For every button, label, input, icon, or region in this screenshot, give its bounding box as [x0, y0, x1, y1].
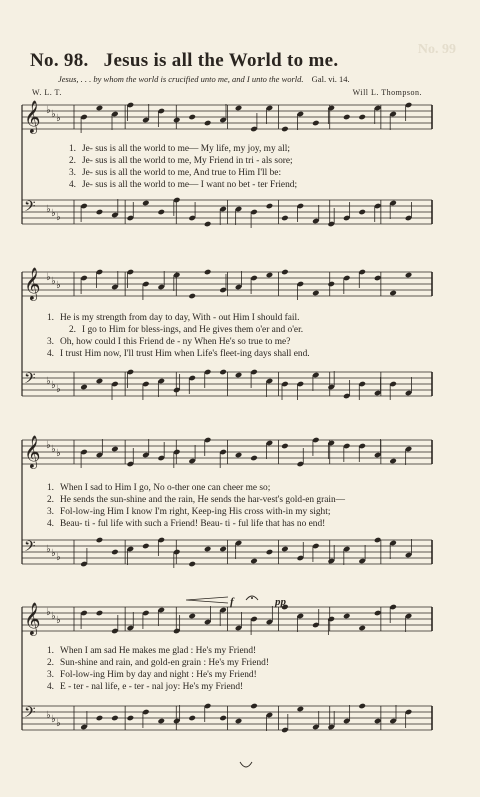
note-head	[188, 613, 196, 620]
flat-icon: ♭	[56, 718, 61, 729]
bass-clef-icon: 𝄢	[24, 370, 36, 391]
fermata-dot	[251, 597, 253, 599]
note-head	[250, 703, 258, 710]
bass-clef-icon: 𝄢	[24, 704, 36, 725]
note-head	[297, 706, 305, 713]
note-head	[312, 120, 320, 127]
verse-number: 3.	[46, 670, 54, 680]
note-head	[343, 114, 351, 121]
flat-icon: ♭	[56, 384, 61, 395]
verse-number: 1.	[46, 313, 54, 323]
note-head	[235, 452, 243, 459]
flat-icon: ♭	[51, 208, 56, 219]
lyric-text: I trust Him now, I'll trust Him when Life's fleet-ing days shall end.	[60, 349, 310, 359]
bass-clef-icon: 𝄢	[24, 198, 36, 219]
note-head	[281, 126, 289, 133]
note-head	[358, 625, 366, 632]
lyric-text: When I sad to Him I go, No o-ther one can cheer me so;	[60, 483, 271, 493]
note-head	[142, 543, 150, 550]
note-head	[250, 455, 258, 462]
verse-number: 4.	[68, 180, 76, 190]
verse-number: 1.	[46, 646, 54, 656]
note-head	[389, 458, 397, 465]
verse-1-system-1	[62, 143, 290, 155]
lyric-text: Je- sus is all the world to me— I want no bet - ter Friend;	[82, 180, 298, 190]
verse-number: 2.	[68, 325, 76, 335]
lyric-text: Oh, how could I this Friend de - ny When He's so true to me?	[60, 337, 291, 347]
flat-icon: ♭	[46, 607, 51, 618]
verse-number: 2.	[68, 156, 76, 166]
note-head	[157, 718, 165, 725]
verse-3-system-2	[40, 336, 290, 348]
note-head	[204, 221, 212, 228]
verse-number: 1.	[46, 483, 54, 493]
note-head	[235, 718, 243, 725]
flat-icon: ♭	[56, 280, 61, 291]
verse-1-system-3	[40, 482, 270, 494]
treble-clef-icon: 𝄞	[24, 602, 41, 635]
note-head	[188, 715, 196, 722]
note-head	[312, 290, 320, 297]
note-head	[96, 105, 104, 112]
flat-icon: ♭	[56, 113, 61, 124]
verse-number: 3.	[68, 168, 76, 178]
note-head	[235, 105, 243, 112]
words-credit: W. L. T.	[32, 88, 62, 97]
note-head	[358, 209, 366, 216]
verse-2-system-3	[40, 494, 345, 506]
flat-icon: ♭	[46, 376, 51, 387]
note-head	[327, 281, 335, 288]
note-head	[235, 372, 243, 379]
bass-clef-icon: 𝄢	[24, 538, 36, 559]
verse-3-system-1	[62, 167, 281, 179]
verse-4-system-1	[62, 179, 297, 191]
verse-2-system-4	[40, 657, 269, 669]
flat-icon: ♭	[51, 444, 56, 455]
treble-clef-icon: 𝄞	[24, 100, 41, 133]
note-head	[173, 117, 181, 124]
lyric-text: He sends the sun-shine and the rain, He sends the har-vest's gold-en grain—	[60, 495, 346, 505]
note-head	[96, 715, 104, 722]
flat-icon: ♭	[51, 276, 56, 287]
note-head	[266, 272, 274, 279]
verse-number: 4.	[46, 519, 54, 529]
note-head	[204, 269, 212, 276]
fermata-icon	[240, 762, 252, 767]
verse-3-system-4	[40, 669, 257, 681]
lyric-text: Je- sus is all the world to me, My Friend in tri - als sore;	[82, 156, 293, 166]
note-head	[96, 537, 104, 544]
note-head	[188, 114, 196, 121]
note-head	[111, 715, 119, 722]
lyric-text: Fol-low-ing Him by day and night : He's my Friend!	[60, 670, 257, 680]
lyric-text: Je- sus is all the world to me— My life, my joy, my all;	[82, 144, 290, 154]
flat-icon: ♭	[51, 611, 56, 622]
note-head	[142, 200, 150, 207]
verse-1-system-2	[40, 312, 299, 324]
note-head	[374, 718, 382, 725]
note-head	[188, 293, 196, 300]
verse-number: 1.	[68, 144, 76, 154]
flat-icon: ♭	[56, 448, 61, 459]
note-head	[358, 114, 366, 121]
flat-icon: ♭	[46, 710, 51, 721]
note-head	[80, 384, 88, 391]
flat-icon: ♭	[56, 615, 61, 626]
verse-1-system-4	[40, 645, 256, 657]
note-head	[188, 561, 196, 568]
verse-2-system-1	[62, 155, 293, 167]
note-head	[219, 369, 227, 376]
note-head	[250, 558, 258, 565]
flat-icon: ♭	[56, 552, 61, 563]
lyric-text: Sun-shine and rain, and gold-en grain : He's my Friend!	[60, 658, 269, 668]
verse-2-system-2	[62, 324, 303, 336]
music-credit: Will L. Thompson.	[352, 88, 422, 97]
verse-number: 4.	[46, 349, 54, 359]
lyric-text: Je- sus is all the world to me, And true to Him I'll be:	[82, 168, 282, 178]
note-head	[374, 275, 382, 282]
note-head	[96, 378, 104, 385]
note-head	[374, 610, 382, 617]
lyric-text: He is my strength from day to day, With - out Him I should fail.	[60, 313, 300, 323]
note-head	[266, 549, 274, 556]
treble-clef-icon: 𝄞	[24, 267, 41, 300]
note-head	[281, 215, 289, 222]
hymn-number: No. 98.	[30, 50, 89, 71]
note-head	[96, 610, 104, 617]
flat-icon: ♭	[51, 109, 56, 120]
note-head	[405, 272, 413, 279]
note-head	[96, 209, 104, 216]
dynamic-pianissimo: pp	[275, 596, 286, 608]
lyric-text: I go to Him for bless-ings, and He gives them o'er and o'er.	[82, 325, 304, 335]
flat-icon: ♭	[56, 212, 61, 223]
note-head	[219, 715, 227, 722]
verse-number: 2.	[46, 495, 54, 505]
note-head	[266, 203, 274, 210]
flat-icon: ♭	[46, 272, 51, 283]
note-head	[281, 269, 289, 276]
epigraph-text: Jesus, . . . by whom the world is crucified unto me, and I unto the world.	[58, 74, 304, 84]
note-head	[127, 715, 135, 722]
verse-4-system-2	[40, 348, 310, 360]
lyric-text: Fol-low-ing Him I know I'm right, Keep-ing His cross with-in my sight;	[60, 507, 331, 517]
flat-icon: ♭	[46, 204, 51, 215]
dynamic-forte: f	[230, 596, 234, 608]
note-head	[111, 446, 119, 453]
verse-number: 3.	[46, 507, 54, 517]
note-head	[111, 549, 119, 556]
lyric-text: When I am sad He makes me glad : He's my Friend!	[60, 646, 257, 656]
epigraph-reference: Gal. vi. 14.	[311, 74, 350, 84]
note-head	[281, 443, 289, 450]
treble-clef-icon: 𝄞	[24, 435, 41, 468]
flat-icon: ♭	[51, 548, 56, 559]
flat-icon: ♭	[46, 105, 51, 116]
note-head	[358, 703, 366, 710]
verse-4-system-4	[40, 681, 243, 693]
flat-icon: ♭	[51, 714, 56, 725]
note-head	[219, 546, 227, 553]
note-head	[374, 537, 382, 544]
lyric-text: Beau- ti - ful life with such a Friend! Beau- ti - ful life that has no end!	[60, 519, 326, 529]
note-head	[281, 546, 289, 553]
verse-3-system-3	[40, 506, 330, 518]
hymn-title: Jesus is all the World to me.	[103, 50, 339, 71]
verse-4-system-3	[40, 518, 325, 530]
flat-icon: ♭	[46, 544, 51, 555]
verse-number: 4.	[46, 682, 54, 692]
flat-icon: ♭	[46, 440, 51, 451]
note-head	[389, 290, 397, 297]
note-head	[157, 209, 165, 216]
flat-icon: ♭	[51, 380, 56, 391]
hairpin	[186, 597, 228, 603]
note-head	[204, 120, 212, 127]
note-head	[343, 613, 351, 620]
verse-number: 2.	[46, 658, 54, 668]
verse-number: 3.	[46, 337, 54, 347]
show-through-number: No. 99	[417, 42, 456, 57]
lyric-text: E - ter - nal life, e - ter - nal joy: He's my Friend!	[60, 682, 244, 692]
note-head	[204, 546, 212, 553]
